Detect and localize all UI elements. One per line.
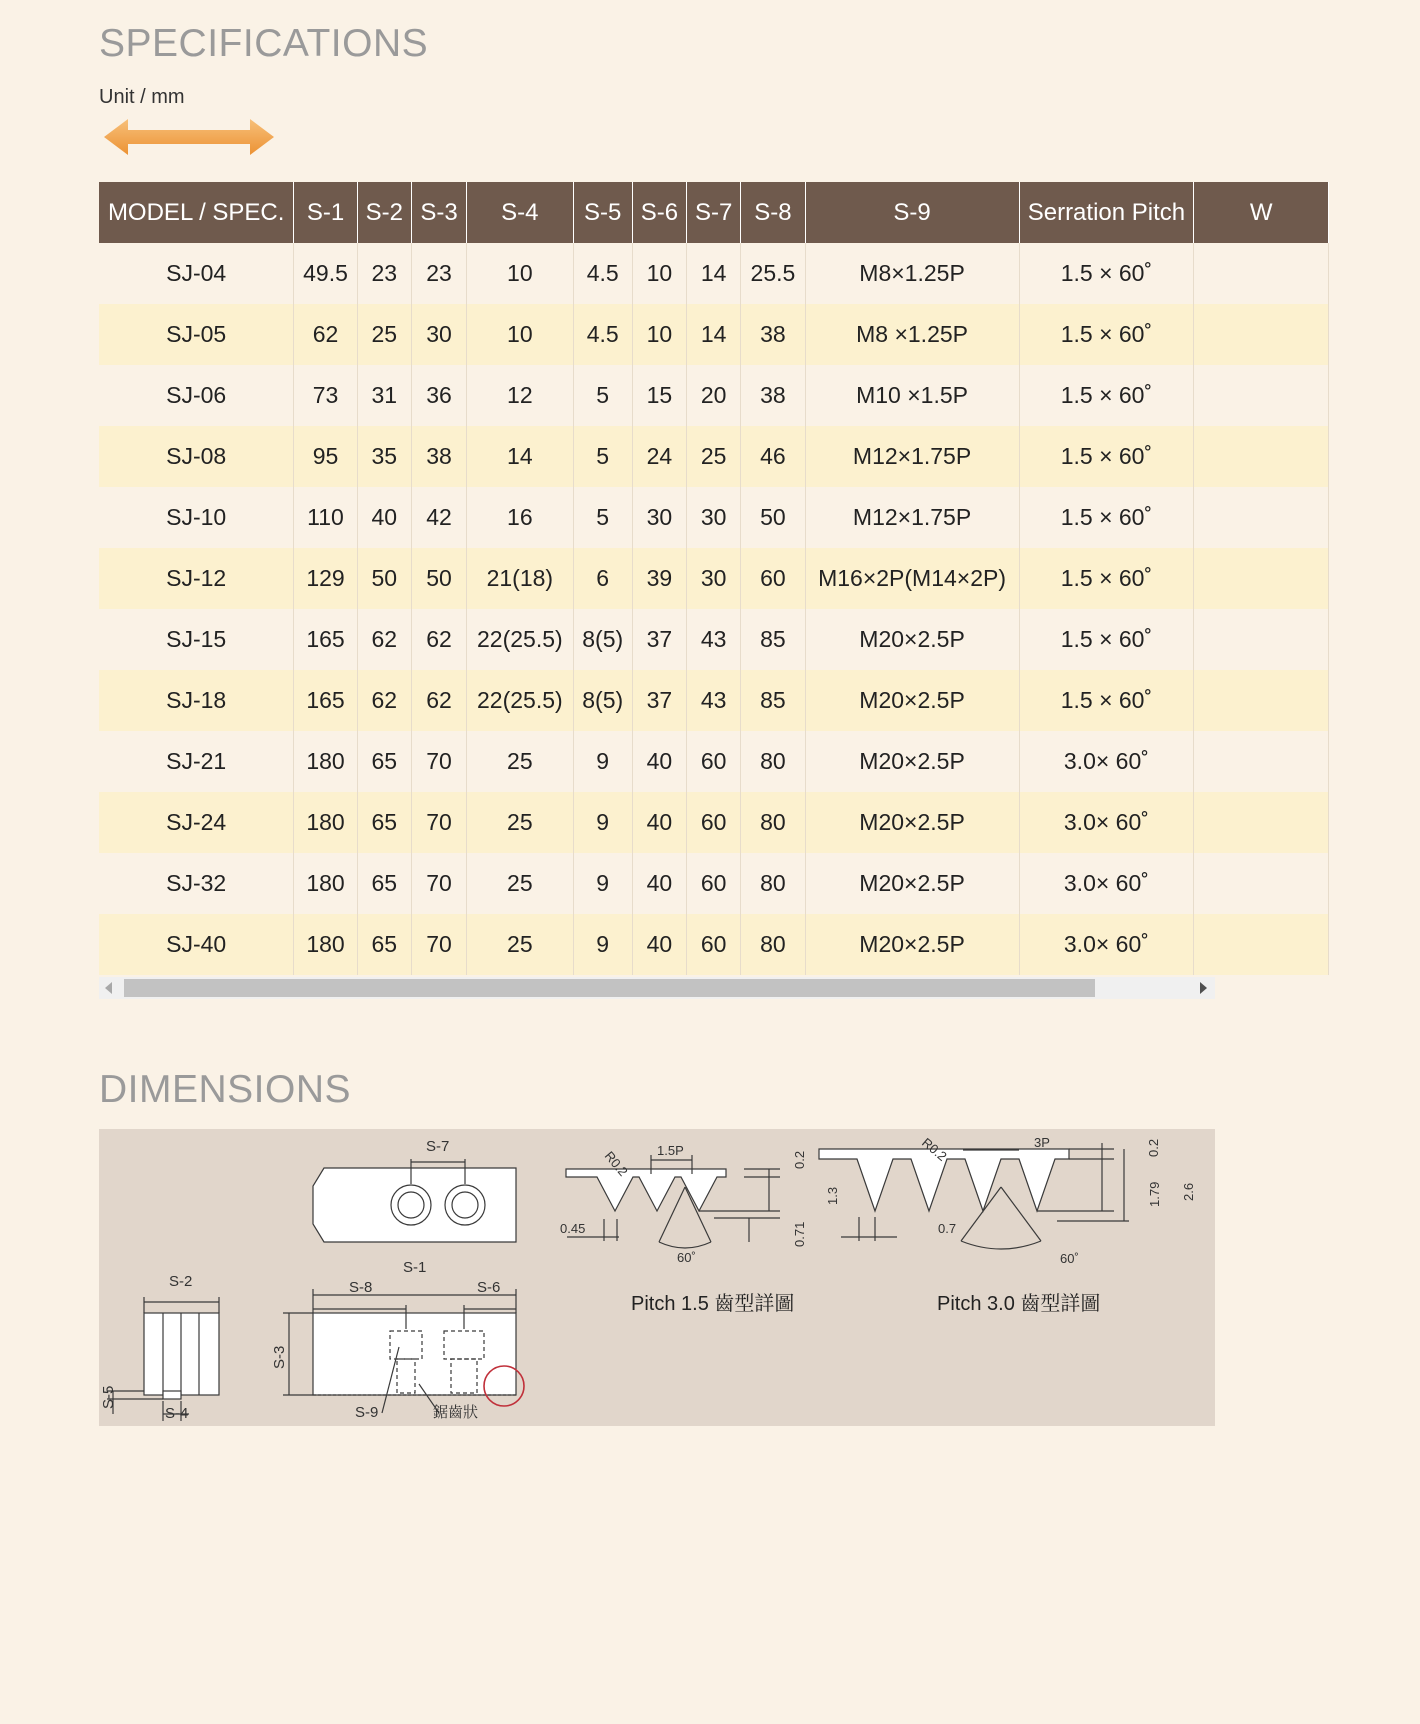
label-s8: S-8 xyxy=(349,1279,373,1296)
table-cell: 1.5 × 60˚ xyxy=(1019,609,1194,670)
table-cell: 8(5) xyxy=(573,609,632,670)
table-cell: 10 xyxy=(632,243,686,304)
table-cell: M8×1.25P xyxy=(805,243,1019,304)
label-s1: S-1 xyxy=(403,1259,427,1276)
column-header: S-8 xyxy=(741,182,805,243)
table-cell: 80 xyxy=(741,914,805,975)
label-s2: S-2 xyxy=(169,1273,193,1290)
table-cell: 80 xyxy=(741,731,805,792)
table-cell: 30 xyxy=(687,548,741,609)
table-row xyxy=(99,731,1329,792)
table-cell: 38 xyxy=(411,426,466,487)
table-row xyxy=(99,243,1329,304)
table-row xyxy=(99,487,1329,548)
table-cell: 15 xyxy=(632,365,686,426)
table-cell: M20×2.5P xyxy=(805,914,1019,975)
table-cell: M20×2.5P xyxy=(805,853,1019,914)
model-cell: SJ-15 xyxy=(99,609,294,670)
table-cell: 1.5 × 60˚ xyxy=(1019,548,1194,609)
table-row xyxy=(99,548,1329,609)
table-cell: 65 xyxy=(357,853,411,914)
table-cell: M20×2.5P xyxy=(805,670,1019,731)
table-cell: 60 xyxy=(687,853,741,914)
table-cell: 70 xyxy=(411,792,466,853)
table-cell: 25 xyxy=(467,853,573,914)
table-cell: M16×2P(M14×2P) xyxy=(805,548,1019,609)
table-cell xyxy=(1194,548,1329,609)
spec-table-viewport[interactable] xyxy=(99,182,1273,999)
model-cell: SJ-04 xyxy=(99,243,294,304)
table-cell: 42 xyxy=(411,487,466,548)
table-cell xyxy=(1194,487,1329,548)
model-cell: SJ-12 xyxy=(99,548,294,609)
table-cell: 129 xyxy=(294,548,357,609)
table-cell: 70 xyxy=(411,914,466,975)
pitch-3-0-caption: Pitch 3.0 齒型詳圖 xyxy=(937,1293,1101,1315)
label-0-45: 0.45 xyxy=(560,1221,586,1236)
table-cell: 73 xyxy=(294,365,357,426)
table-cell: 46 xyxy=(741,426,805,487)
table-cell: 40 xyxy=(632,731,686,792)
pitch-1-5-caption: Pitch 1.5 齒型詳圖 xyxy=(631,1293,795,1315)
table-cell: 10 xyxy=(467,304,573,365)
jaw-technical-drawing xyxy=(99,1129,1215,1426)
label-r02-b: R0.2 xyxy=(919,1134,950,1164)
table-cell: 65 xyxy=(357,731,411,792)
table-cell: 9 xyxy=(573,914,632,975)
table-cell xyxy=(1194,670,1329,731)
table-cell: M12×1.75P xyxy=(805,426,1019,487)
table-cell: 43 xyxy=(687,609,741,670)
table-cell: 5 xyxy=(573,487,632,548)
table-cell: M20×2.5P xyxy=(805,609,1019,670)
table-cell: 180 xyxy=(294,792,357,853)
table-cell: 31 xyxy=(357,365,411,426)
table-cell: 40 xyxy=(357,487,411,548)
model-cell: SJ-24 xyxy=(99,792,294,853)
column-header: W xyxy=(1194,182,1329,243)
table-cell: 25 xyxy=(687,426,741,487)
table-cell xyxy=(1194,853,1329,914)
table-cell: 3.0× 60˚ xyxy=(1019,853,1194,914)
table-cell: 1.5 × 60˚ xyxy=(1019,426,1194,487)
table-cell: 85 xyxy=(741,609,805,670)
table-cell: 4.5 xyxy=(573,304,632,365)
table-cell: 40 xyxy=(632,853,686,914)
table-row xyxy=(99,426,1329,487)
table-cell xyxy=(1194,426,1329,487)
table-cell xyxy=(1194,914,1329,975)
table-row xyxy=(99,609,1329,670)
label-s5: S-5 xyxy=(100,1385,117,1409)
column-header: MODEL / SPEC. xyxy=(99,182,294,243)
table-cell: 24 xyxy=(632,426,686,487)
table-cell: 23 xyxy=(411,243,466,304)
table-cell: 3.0× 60˚ xyxy=(1019,792,1194,853)
table-cell: 180 xyxy=(294,914,357,975)
table-cell: 165 xyxy=(294,609,357,670)
label-0-71: 0.71 xyxy=(792,1221,807,1247)
table-cell: 60 xyxy=(741,548,805,609)
horizontal-scroll-hint-icon xyxy=(104,117,274,157)
scroll-right-arrow-icon[interactable] xyxy=(1200,982,1207,994)
table-cell: 110 xyxy=(294,487,357,548)
table-cell: 3.0× 60˚ xyxy=(1019,914,1194,975)
table-cell: 49.5 xyxy=(294,243,357,304)
table-cell: 25 xyxy=(357,304,411,365)
column-header: S-2 xyxy=(357,182,411,243)
table-cell: 40 xyxy=(632,792,686,853)
table-cell: 39 xyxy=(632,548,686,609)
table-cell: 4.5 xyxy=(573,243,632,304)
label-0-2-b: 0.2 xyxy=(1146,1138,1161,1157)
table-cell: 30 xyxy=(632,487,686,548)
table-cell: 9 xyxy=(573,853,632,914)
table-row xyxy=(99,365,1329,426)
table-cell: 62 xyxy=(411,670,466,731)
table-cell: 25 xyxy=(467,792,573,853)
table-cell: 62 xyxy=(357,670,411,731)
label-3p: 3P xyxy=(1034,1135,1050,1150)
label-s4: S-4 xyxy=(165,1405,189,1422)
table-cell: 50 xyxy=(357,548,411,609)
specifications-title: SPECIFICATIONS xyxy=(99,22,429,65)
table-cell xyxy=(1194,365,1329,426)
table-cell: 14 xyxy=(687,304,741,365)
table-cell: 1.5 × 60˚ xyxy=(1019,243,1194,304)
scrollbar-thumb[interactable] xyxy=(124,979,1095,997)
table-cell: 38 xyxy=(741,365,805,426)
table-cell: 36 xyxy=(411,365,466,426)
table-cell: M12×1.75P xyxy=(805,487,1019,548)
table-row xyxy=(99,792,1329,853)
label-1-79: 1.79 xyxy=(1147,1181,1162,1207)
model-cell: SJ-18 xyxy=(99,670,294,731)
model-cell: SJ-40 xyxy=(99,914,294,975)
table-cell: 5 xyxy=(573,426,632,487)
table-cell: 25 xyxy=(467,914,573,975)
table-cell: 9 xyxy=(573,792,632,853)
table-cell: 9 xyxy=(573,731,632,792)
label-1-5p: 1.5P xyxy=(657,1143,684,1158)
table-cell: 25 xyxy=(467,731,573,792)
model-cell: SJ-10 xyxy=(99,487,294,548)
table-cell: 60 xyxy=(687,731,741,792)
horizontal-scrollbar[interactable] xyxy=(99,977,1215,999)
table-cell: 1.5 × 60˚ xyxy=(1019,365,1194,426)
column-header: S-1 xyxy=(294,182,357,243)
label-60-b: 60˚ xyxy=(1060,1251,1079,1266)
table-cell: 65 xyxy=(357,792,411,853)
dimensions-drawing xyxy=(99,1129,1215,1426)
spec-table xyxy=(99,182,1329,975)
table-cell: 95 xyxy=(294,426,357,487)
table-cell: 22(25.5) xyxy=(467,609,573,670)
table-cell: M10 ×1.5P xyxy=(805,365,1019,426)
table-cell: 62 xyxy=(357,609,411,670)
table-cell: M20×2.5P xyxy=(805,792,1019,853)
table-cell: 21(18) xyxy=(467,548,573,609)
table-cell: 20 xyxy=(687,365,741,426)
table-cell: 1.5 × 60˚ xyxy=(1019,670,1194,731)
table-cell: 25.5 xyxy=(741,243,805,304)
table-cell: 60 xyxy=(687,792,741,853)
table-cell xyxy=(1194,609,1329,670)
table-cell: 16 xyxy=(467,487,573,548)
table-cell: 165 xyxy=(294,670,357,731)
table-header-row xyxy=(99,182,1329,243)
unit-label: Unit / mm xyxy=(99,86,185,108)
table-cell: 3.0× 60˚ xyxy=(1019,731,1194,792)
table-row xyxy=(99,853,1329,914)
table-cell: 62 xyxy=(294,304,357,365)
table-cell: 22(25.5) xyxy=(467,670,573,731)
table-cell: 14 xyxy=(687,243,741,304)
model-cell: SJ-32 xyxy=(99,853,294,914)
table-cell: 180 xyxy=(294,853,357,914)
table-cell: 6 xyxy=(573,548,632,609)
column-header: S-6 xyxy=(632,182,686,243)
table-cell: 14 xyxy=(467,426,573,487)
table-cell xyxy=(1194,731,1329,792)
table-cell: 30 xyxy=(687,487,741,548)
table-cell: 50 xyxy=(411,548,466,609)
table-cell: 60 xyxy=(687,914,741,975)
scroll-left-arrow-icon[interactable] xyxy=(105,982,112,994)
table-row xyxy=(99,304,1329,365)
table-row xyxy=(99,670,1329,731)
table-cell: 70 xyxy=(411,731,466,792)
model-cell: SJ-08 xyxy=(99,426,294,487)
column-header: S-9 xyxy=(805,182,1019,243)
table-cell: 37 xyxy=(632,609,686,670)
label-60-a: 60˚ xyxy=(677,1250,696,1265)
table-cell: 50 xyxy=(741,487,805,548)
table-cell: 85 xyxy=(741,670,805,731)
model-cell: SJ-06 xyxy=(99,365,294,426)
column-header: S-5 xyxy=(573,182,632,243)
table-cell xyxy=(1194,304,1329,365)
table-cell: 70 xyxy=(411,853,466,914)
label-0-2-a: 0.2 xyxy=(792,1150,807,1169)
table-cell: 30 xyxy=(411,304,466,365)
label-1-3: 1.3 xyxy=(825,1186,840,1205)
table-cell: 40 xyxy=(632,914,686,975)
model-cell: SJ-21 xyxy=(99,731,294,792)
table-cell: M8 ×1.25P xyxy=(805,304,1019,365)
table-cell: 62 xyxy=(411,609,466,670)
table-cell xyxy=(1194,243,1329,304)
table-cell: 80 xyxy=(741,853,805,914)
table-cell: M20×2.5P xyxy=(805,731,1019,792)
table-cell: 10 xyxy=(467,243,573,304)
table-cell: 5 xyxy=(573,365,632,426)
table-cell: 35 xyxy=(357,426,411,487)
label-2-6: 2.6 xyxy=(1181,1182,1196,1201)
column-header: S-7 xyxy=(687,182,741,243)
label-0-7: 0.7 xyxy=(938,1221,957,1236)
table-cell: 23 xyxy=(357,243,411,304)
table-cell: 38 xyxy=(741,304,805,365)
label-serration: 鋸齒狀 xyxy=(433,1404,479,1421)
table-cell: 1.5 × 60˚ xyxy=(1019,487,1194,548)
table-row xyxy=(99,914,1329,975)
table-cell: 80 xyxy=(741,792,805,853)
label-s9: S-9 xyxy=(355,1404,379,1421)
model-cell: SJ-05 xyxy=(99,304,294,365)
label-s6: S-6 xyxy=(477,1279,501,1296)
table-cell: 180 xyxy=(294,731,357,792)
table-cell xyxy=(1194,792,1329,853)
label-s3: S-3 xyxy=(271,1345,288,1369)
table-cell: 10 xyxy=(632,304,686,365)
column-header: S-4 xyxy=(467,182,573,243)
column-header: Serration Pitch xyxy=(1019,182,1194,243)
table-cell: 12 xyxy=(467,365,573,426)
table-cell: 8(5) xyxy=(573,670,632,731)
label-r02-a: R0.2 xyxy=(601,1148,631,1179)
table-cell: 65 xyxy=(357,914,411,975)
dimensions-title: DIMENSIONS xyxy=(99,1068,352,1111)
column-header: S-3 xyxy=(411,182,466,243)
table-cell: 43 xyxy=(687,670,741,731)
table-cell: 1.5 × 60˚ xyxy=(1019,304,1194,365)
table-cell: 37 xyxy=(632,670,686,731)
label-s7: S-7 xyxy=(426,1138,450,1155)
